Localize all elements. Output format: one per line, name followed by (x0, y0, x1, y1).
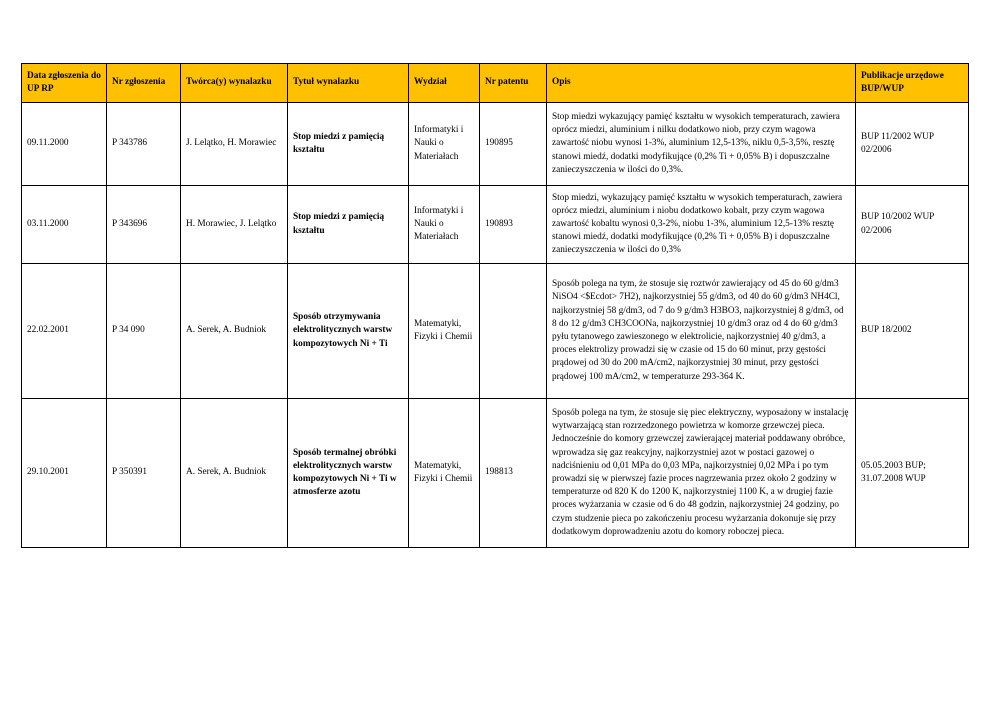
cell-inventors: H. Morawiec, J. Lelątko (181, 186, 288, 264)
col-header-patent-number: Nr patentu (480, 64, 547, 103)
cell-title: Stop miedzi z pamięcią kształtu (288, 103, 409, 186)
cell-title: Sposób termalnej obróbki elektrolitycznych warstw kompozytowych Ni + Ti w atmosferze azotu (288, 399, 409, 548)
table-row (22, 399, 969, 548)
cell-faculty: Informatyki i Nauki o Materiałach (409, 103, 480, 186)
cell-application-number: P 34 090 (107, 264, 181, 399)
cell-publications: BUP 11/2002 WUP 02/2006 (856, 103, 969, 186)
cell-description: Sposób polega na tym, że stosuje się piec elektryczny, wyposażony w instalację wytwarzającą stan rozrzedzonego powietrza w komorze grzewczej pieca. Jednocześnie do komory grzewczej zawierającej materiał poddawany obróbce, wprowadza się gaz reakcyjny, najkorzystniej azot w postaci gazowej o nadciśnieniu od 0,01 MPa do 0,03 MPa, najkorzystniej 0,02 MPa i po tym prowadzi się w pierwszej fazie proces nagrzewania przez około 2 godziny w temperaturze od 820 K do 1200 K, najkorzystniej 1100 K, a w drugiej fazie proces wyżarzania w czasie od 6 do 48 godzin, najkorzystniej 24 godziny, po czym studzenie pieca po zakończeniu procesu wyżarzania dokonuje się przy dodatkowym doprowadzeniu azotu do komory roboczej pieca. (547, 399, 856, 548)
cell-date: 03.11.2000 (22, 186, 107, 264)
cell-faculty: Informatyki i Nauki o Materiałach (409, 186, 480, 264)
table-row (22, 103, 969, 186)
col-header-faculty: Wydział (409, 64, 480, 103)
cell-date: 09.11.2000 (22, 103, 107, 186)
cell-date: 22.02.2001 (22, 264, 107, 399)
cell-description: Sposób polega na tym, że stosuje się roztwór zawierający od 45 do 60 g/dm3 NiSO4 <$Ecdot> 7H2), najkorzystniej 55 g/dm3, od 40 do 60 g/dm3 NH4Cl, najkorzystniej 58 g/dm3, od 7 do 9 g/dm3 H3BO3, najkorzystniej 8 g/dm3, od 8 do 12 g/dm3 CH3COONa, najkorzystniej 10 g/dm3 oraz od 4 do 60 g/dm3 pyłu tytanowego zawieszonego w elektrolicie, najkorzystniej 40 g/dm3, a proces elektrolizy prowadzi się w czasie od 15 do 60 minut, przy gęstości prądowej od 30 do 200 mA/cm2, najkorzystniej 30 minut, przy gęstości prądowej 100 mA/cm2, w temperaturze 293-364 K. (547, 264, 856, 399)
cell-application-number: P 343696 (107, 186, 181, 264)
cell-title: Sposób otrzymywania elektrolitycznych warstw kompozytowych Ni + Ti (288, 264, 409, 399)
cell-inventors: A. Serek, A. Budniok (181, 264, 288, 399)
table-row (22, 186, 969, 264)
cell-inventors: A. Serek, A. Budniok (181, 399, 288, 548)
table-row (22, 264, 969, 399)
cell-publications: BUP 18/2002 (856, 264, 969, 399)
cell-date: 29.10.2001 (22, 399, 107, 548)
col-header-inventors: Twórca(y) wynalazku (181, 64, 288, 103)
patents-table (21, 63, 969, 548)
cell-inventors: J. Lelątko, H. Morawiec (181, 103, 288, 186)
col-header-title: Tytuł wynalazku (288, 64, 409, 103)
cell-faculty: Matematyki, Fizyki i Chemii (409, 264, 480, 399)
cell-application-number: P 350391 (107, 399, 181, 548)
cell-patent-number (480, 264, 547, 399)
cell-title: Stop miedzi z pamięcią kształtu (288, 186, 409, 264)
cell-publications: BUP 10/2002 WUP 02/2006 (856, 186, 969, 264)
cell-publications: 05.05.2003 BUP; 31.07.2008 WUP (856, 399, 969, 548)
cell-faculty: Matematyki, Fizyki i Chemii (409, 399, 480, 548)
cell-description: Stop miedzi wykazujący pamięć kształtu w wysokich temperaturach, zawiera oprócz miedzi, aluminium i nilku dodatkowo niob, przy czym wagowa zawartość niobu wynosi 1-3%, aluminium 12,5-13%, niklu 0,5-3,5%, resztę stanowi miedź, dodatki modyfikujące (0,2% Ti + 0,05% B) i dopuszczalne zanieczyszczenia w ilości do 0,3%. (547, 103, 856, 186)
cell-application-number: P 343786 (107, 103, 181, 186)
col-header-date: Data zgłoszenia do UP RP (22, 64, 107, 103)
col-header-description: Opis (547, 64, 856, 103)
col-header-application-number: Nr zgłoszenia (107, 64, 181, 103)
cell-patent-number: 190895 (480, 103, 547, 186)
header-row (22, 64, 969, 103)
cell-patent-number: 190893 (480, 186, 547, 264)
cell-patent-number: 198813 (480, 399, 547, 548)
col-header-publications: Publikacje urzędowe BUP/WUP (856, 64, 969, 103)
cell-description: Stop miedzi, wykazujący pamięć kształtu w wysokich temperaturach, zawiera oprócz miedzi, aluminium i niobu dodatkowo kobalt, przy czym wagowa zawartość kobaltu wynosi 0,3-2%, niobu 1-3%, aluminium 12,5-13% resztę stanowi miedź, dodatki modyfikujące (0,2% Ti + 0,05% B) i dopuszczalne zanieczyszczenia w ilości do 0,3% (547, 186, 856, 264)
